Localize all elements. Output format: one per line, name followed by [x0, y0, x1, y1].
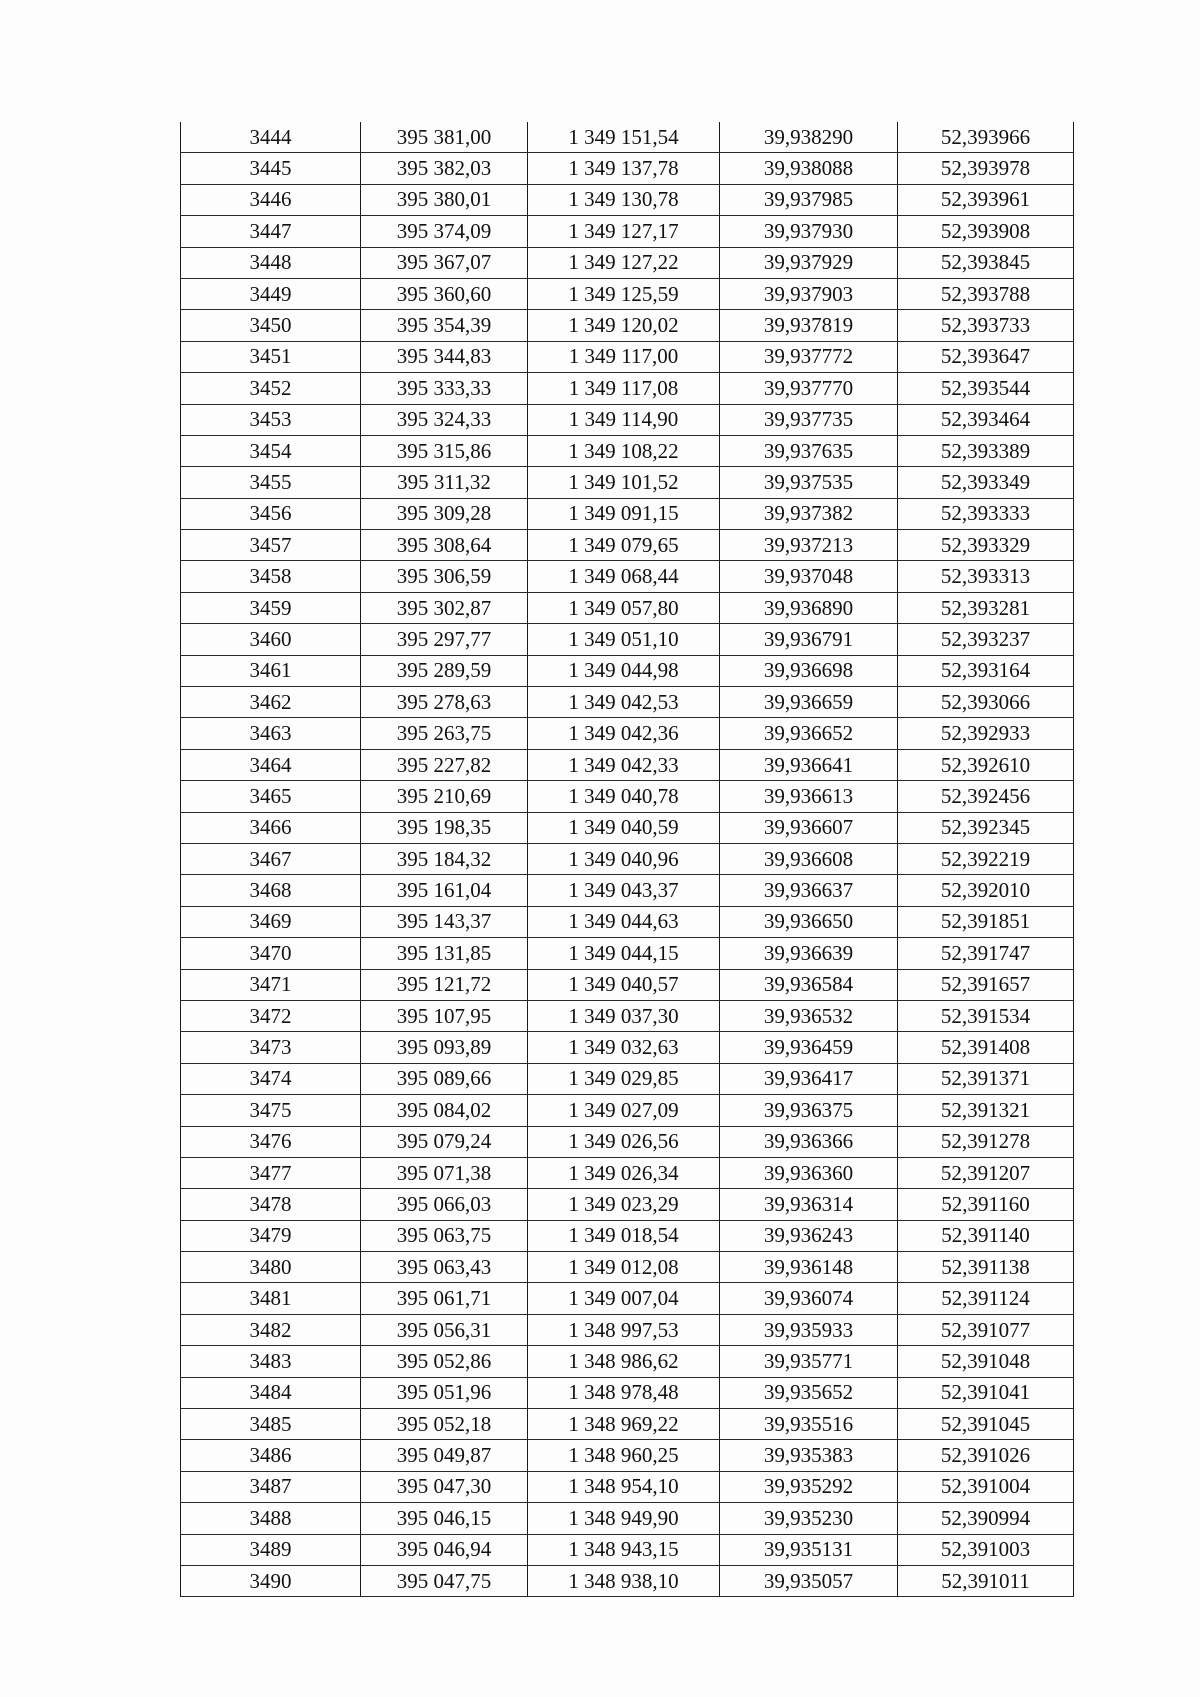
y-coordinate-cell: 1 349 044,15: [528, 938, 720, 969]
table-row: [181, 1565, 1074, 1596]
table-row: [181, 875, 1074, 906]
latitude-cell: 52,393349: [898, 467, 1074, 498]
latitude-cell: 52,391026: [898, 1440, 1074, 1471]
x-coordinate-cell: 395 047,75: [361, 1565, 528, 1596]
latitude-cell: 52,392933: [898, 718, 1074, 749]
point-number-cell: 3465: [181, 781, 361, 812]
latitude-cell: 52,393733: [898, 310, 1074, 341]
y-coordinate-cell: 1 349 114,90: [528, 404, 720, 435]
table-row: [181, 1000, 1074, 1031]
y-coordinate-cell: 1 349 032,63: [528, 1032, 720, 1063]
latitude-cell: 52,393966: [898, 122, 1074, 153]
x-coordinate-cell: 395 046,94: [361, 1534, 528, 1565]
table-row: [181, 1283, 1074, 1314]
x-coordinate-cell: 395 227,82: [361, 749, 528, 780]
y-coordinate-cell: 1 349 029,85: [528, 1063, 720, 1094]
table-row: [181, 122, 1074, 153]
longitude-cell: 39,936890: [720, 592, 898, 623]
table-row: [181, 1189, 1074, 1220]
longitude-cell: 39,936584: [720, 969, 898, 1000]
x-coordinate-cell: 395 063,75: [361, 1220, 528, 1251]
longitude-cell: 39,935516: [720, 1409, 898, 1440]
x-coordinate-cell: 395 306,59: [361, 561, 528, 592]
x-coordinate-cell: 395 382,03: [361, 153, 528, 184]
y-coordinate-cell: 1 349 040,78: [528, 781, 720, 812]
y-coordinate-cell: 1 349 043,37: [528, 875, 720, 906]
point-number-cell: 3472: [181, 1000, 361, 1031]
table-row: [181, 938, 1074, 969]
table-row: [181, 184, 1074, 215]
latitude-cell: 52,391138: [898, 1252, 1074, 1283]
longitude-cell: 39,936607: [720, 812, 898, 843]
y-coordinate-cell: 1 349 151,54: [528, 122, 720, 153]
latitude-cell: 52,393978: [898, 153, 1074, 184]
longitude-cell: 39,936613: [720, 781, 898, 812]
longitude-cell: 39,937048: [720, 561, 898, 592]
longitude-cell: 39,936791: [720, 624, 898, 655]
longitude-cell: 39,936375: [720, 1095, 898, 1126]
table-row: [181, 812, 1074, 843]
point-number-cell: 3489: [181, 1534, 361, 1565]
table-row: [181, 592, 1074, 623]
longitude-cell: 39,935057: [720, 1565, 898, 1596]
point-number-cell: 3456: [181, 498, 361, 529]
x-coordinate-cell: 395 089,66: [361, 1063, 528, 1094]
table-row: [181, 278, 1074, 309]
point-number-cell: 3452: [181, 373, 361, 404]
table-row: [181, 1126, 1074, 1157]
y-coordinate-cell: 1 348 986,62: [528, 1346, 720, 1377]
table-row: [181, 1157, 1074, 1188]
y-coordinate-cell: 1 348 954,10: [528, 1471, 720, 1502]
point-number-cell: 3485: [181, 1409, 361, 1440]
longitude-cell: 39,936459: [720, 1032, 898, 1063]
y-coordinate-cell: 1 349 137,78: [528, 153, 720, 184]
y-coordinate-cell: 1 349 079,65: [528, 530, 720, 561]
y-coordinate-cell: 1 349 101,52: [528, 467, 720, 498]
x-coordinate-cell: 395 052,86: [361, 1346, 528, 1377]
y-coordinate-cell: 1 349 023,29: [528, 1189, 720, 1220]
point-number-cell: 3466: [181, 812, 361, 843]
table-row: [181, 718, 1074, 749]
latitude-cell: 52,391657: [898, 969, 1074, 1000]
x-coordinate-cell: 395 374,09: [361, 216, 528, 247]
point-number-cell: 3469: [181, 906, 361, 937]
longitude-cell: 39,936659: [720, 687, 898, 718]
longitude-cell: 39,936608: [720, 843, 898, 874]
latitude-cell: 52,391140: [898, 1220, 1074, 1251]
y-coordinate-cell: 1 349 044,63: [528, 906, 720, 937]
point-number-cell: 3481: [181, 1283, 361, 1314]
point-number-cell: 3448: [181, 247, 361, 278]
x-coordinate-cell: 395 311,32: [361, 467, 528, 498]
point-number-cell: 3486: [181, 1440, 361, 1471]
point-number-cell: 3450: [181, 310, 361, 341]
y-coordinate-cell: 1 349 007,04: [528, 1283, 720, 1314]
longitude-cell: 39,935292: [720, 1471, 898, 1502]
table-row: [181, 153, 1074, 184]
latitude-cell: 52,391278: [898, 1126, 1074, 1157]
table-row: [181, 1534, 1074, 1565]
coordinates-table-body: [181, 122, 1074, 1597]
latitude-cell: 52,393313: [898, 561, 1074, 592]
longitude-cell: 39,937929: [720, 247, 898, 278]
table-row: [181, 624, 1074, 655]
point-number-cell: 3451: [181, 341, 361, 372]
point-number-cell: 3449: [181, 278, 361, 309]
table-row: [181, 467, 1074, 498]
point-number-cell: 3463: [181, 718, 361, 749]
point-number-cell: 3480: [181, 1252, 361, 1283]
x-coordinate-cell: 395 079,24: [361, 1126, 528, 1157]
x-coordinate-cell: 395 309,28: [361, 498, 528, 529]
x-coordinate-cell: 395 047,30: [361, 1471, 528, 1502]
table-row: [181, 530, 1074, 561]
longitude-cell: 39,935933: [720, 1314, 898, 1345]
table-row: [181, 1314, 1074, 1345]
table-row: [181, 435, 1074, 466]
longitude-cell: 39,938290: [720, 122, 898, 153]
x-coordinate-cell: 395 354,39: [361, 310, 528, 341]
x-coordinate-cell: 395 344,83: [361, 341, 528, 372]
table-row: [181, 1032, 1074, 1063]
latitude-cell: 52,391534: [898, 1000, 1074, 1031]
table-row: [181, 1503, 1074, 1534]
table-row: [181, 310, 1074, 341]
longitude-cell: 39,935652: [720, 1377, 898, 1408]
point-number-cell: 3467: [181, 843, 361, 874]
latitude-cell: 52,391207: [898, 1157, 1074, 1188]
table-row: [181, 1063, 1074, 1094]
longitude-cell: 39,936243: [720, 1220, 898, 1251]
table-row: [181, 1095, 1074, 1126]
point-number-cell: 3490: [181, 1565, 361, 1596]
longitude-cell: 39,937985: [720, 184, 898, 215]
x-coordinate-cell: 395 380,01: [361, 184, 528, 215]
y-coordinate-cell: 1 349 040,59: [528, 812, 720, 843]
x-coordinate-cell: 395 297,77: [361, 624, 528, 655]
longitude-cell: 39,936637: [720, 875, 898, 906]
x-coordinate-cell: 395 308,64: [361, 530, 528, 561]
x-coordinate-cell: 395 061,71: [361, 1283, 528, 1314]
latitude-cell: 52,392345: [898, 812, 1074, 843]
table-row: [181, 1377, 1074, 1408]
longitude-cell: 39,936074: [720, 1283, 898, 1314]
latitude-cell: 52,391160: [898, 1189, 1074, 1220]
latitude-cell: 52,393647: [898, 341, 1074, 372]
x-coordinate-cell: 395 278,63: [361, 687, 528, 718]
point-number-cell: 3474: [181, 1063, 361, 1094]
table-row: [181, 1220, 1074, 1251]
table-row: [181, 749, 1074, 780]
x-coordinate-cell: 395 093,89: [361, 1032, 528, 1063]
longitude-cell: 39,936698: [720, 655, 898, 686]
latitude-cell: 52,392610: [898, 749, 1074, 780]
point-number-cell: 3460: [181, 624, 361, 655]
longitude-cell: 39,937770: [720, 373, 898, 404]
point-number-cell: 3453: [181, 404, 361, 435]
table-row: [181, 655, 1074, 686]
point-number-cell: 3478: [181, 1189, 361, 1220]
table-row: [181, 843, 1074, 874]
y-coordinate-cell: 1 349 120,02: [528, 310, 720, 341]
longitude-cell: 39,936650: [720, 906, 898, 937]
x-coordinate-cell: 395 198,35: [361, 812, 528, 843]
y-coordinate-cell: 1 349 042,53: [528, 687, 720, 718]
y-coordinate-cell: 1 349 012,08: [528, 1252, 720, 1283]
point-number-cell: 3458: [181, 561, 361, 592]
y-coordinate-cell: 1 349 042,33: [528, 749, 720, 780]
x-coordinate-cell: 395 184,32: [361, 843, 528, 874]
x-coordinate-cell: 395 360,60: [361, 278, 528, 309]
table-row: [181, 1346, 1074, 1377]
x-coordinate-cell: 395 302,87: [361, 592, 528, 623]
latitude-cell: 52,391408: [898, 1032, 1074, 1063]
y-coordinate-cell: 1 349 068,44: [528, 561, 720, 592]
x-coordinate-cell: 395 052,18: [361, 1409, 528, 1440]
x-coordinate-cell: 395 071,38: [361, 1157, 528, 1188]
x-coordinate-cell: 395 367,07: [361, 247, 528, 278]
point-number-cell: 3470: [181, 938, 361, 969]
x-coordinate-cell: 395 051,96: [361, 1377, 528, 1408]
longitude-cell: 39,936148: [720, 1252, 898, 1283]
point-number-cell: 3464: [181, 749, 361, 780]
table-row: [181, 1440, 1074, 1471]
point-number-cell: 3476: [181, 1126, 361, 1157]
longitude-cell: 39,936417: [720, 1063, 898, 1094]
point-number-cell: 3483: [181, 1346, 361, 1377]
longitude-cell: 39,935131: [720, 1534, 898, 1565]
latitude-cell: 52,391747: [898, 938, 1074, 969]
x-coordinate-cell: 395 084,02: [361, 1095, 528, 1126]
latitude-cell: 52,391041: [898, 1377, 1074, 1408]
point-number-cell: 3462: [181, 687, 361, 718]
latitude-cell: 52,393544: [898, 373, 1074, 404]
point-number-cell: 3446: [181, 184, 361, 215]
y-coordinate-cell: 1 349 117,08: [528, 373, 720, 404]
point-number-cell: 3484: [181, 1377, 361, 1408]
x-coordinate-cell: 395 107,95: [361, 1000, 528, 1031]
latitude-cell: 52,393389: [898, 435, 1074, 466]
y-coordinate-cell: 1 349 018,54: [528, 1220, 720, 1251]
longitude-cell: 39,938088: [720, 153, 898, 184]
latitude-cell: 52,391004: [898, 1471, 1074, 1502]
latitude-cell: 52,393164: [898, 655, 1074, 686]
latitude-cell: 52,392010: [898, 875, 1074, 906]
y-coordinate-cell: 1 349 127,22: [528, 247, 720, 278]
x-coordinate-cell: 395 121,72: [361, 969, 528, 1000]
point-number-cell: 3475: [181, 1095, 361, 1126]
y-coordinate-cell: 1 348 943,15: [528, 1534, 720, 1565]
point-number-cell: 3455: [181, 467, 361, 498]
longitude-cell: 39,937903: [720, 278, 898, 309]
x-coordinate-cell: 395 056,31: [361, 1314, 528, 1345]
longitude-cell: 39,937213: [720, 530, 898, 561]
latitude-cell: 52,391045: [898, 1409, 1074, 1440]
coordinates-table: [180, 122, 1074, 1597]
y-coordinate-cell: 1 349 026,56: [528, 1126, 720, 1157]
y-coordinate-cell: 1 348 997,53: [528, 1314, 720, 1345]
x-coordinate-cell: 395 315,86: [361, 435, 528, 466]
longitude-cell: 39,936314: [720, 1189, 898, 1220]
point-number-cell: 3457: [181, 530, 361, 561]
latitude-cell: 52,393845: [898, 247, 1074, 278]
y-coordinate-cell: 1 349 127,17: [528, 216, 720, 247]
x-coordinate-cell: 395 263,75: [361, 718, 528, 749]
latitude-cell: 52,392456: [898, 781, 1074, 812]
y-coordinate-cell: 1 349 130,78: [528, 184, 720, 215]
y-coordinate-cell: 1 348 978,48: [528, 1377, 720, 1408]
y-coordinate-cell: 1 349 027,09: [528, 1095, 720, 1126]
y-coordinate-cell: 1 349 026,34: [528, 1157, 720, 1188]
y-coordinate-cell: 1 348 969,22: [528, 1409, 720, 1440]
latitude-cell: 52,391321: [898, 1095, 1074, 1126]
longitude-cell: 39,937930: [720, 216, 898, 247]
longitude-cell: 39,937382: [720, 498, 898, 529]
latitude-cell: 52,393329: [898, 530, 1074, 561]
latitude-cell: 52,391048: [898, 1346, 1074, 1377]
table-row: [181, 781, 1074, 812]
x-coordinate-cell: 395 066,03: [361, 1189, 528, 1220]
longitude-cell: 39,936366: [720, 1126, 898, 1157]
longitude-cell: 39,937635: [720, 435, 898, 466]
longitude-cell: 39,937535: [720, 467, 898, 498]
y-coordinate-cell: 1 348 960,25: [528, 1440, 720, 1471]
latitude-cell: 52,391077: [898, 1314, 1074, 1345]
longitude-cell: 39,935771: [720, 1346, 898, 1377]
x-coordinate-cell: 395 049,87: [361, 1440, 528, 1471]
x-coordinate-cell: 395 324,33: [361, 404, 528, 435]
y-coordinate-cell: 1 349 057,80: [528, 592, 720, 623]
y-coordinate-cell: 1 349 051,10: [528, 624, 720, 655]
x-coordinate-cell: 395 131,85: [361, 938, 528, 969]
y-coordinate-cell: 1 349 040,96: [528, 843, 720, 874]
latitude-cell: 52,390994: [898, 1503, 1074, 1534]
longitude-cell: 39,935383: [720, 1440, 898, 1471]
longitude-cell: 39,936360: [720, 1157, 898, 1188]
longitude-cell: 39,936639: [720, 938, 898, 969]
table-row: [181, 247, 1074, 278]
latitude-cell: 52,393066: [898, 687, 1074, 718]
point-number-cell: 3459: [181, 592, 361, 623]
latitude-cell: 52,393788: [898, 278, 1074, 309]
latitude-cell: 52,393464: [898, 404, 1074, 435]
latitude-cell: 52,391003: [898, 1534, 1074, 1565]
point-number-cell: 3479: [181, 1220, 361, 1251]
x-coordinate-cell: 395 333,33: [361, 373, 528, 404]
y-coordinate-cell: 1 348 938,10: [528, 1565, 720, 1596]
latitude-cell: 52,391124: [898, 1283, 1074, 1314]
x-coordinate-cell: 395 161,04: [361, 875, 528, 906]
table-row: [181, 561, 1074, 592]
point-number-cell: 3468: [181, 875, 361, 906]
table-row: [181, 373, 1074, 404]
latitude-cell: 52,393961: [898, 184, 1074, 215]
table-row: [181, 216, 1074, 247]
point-number-cell: 3488: [181, 1503, 361, 1534]
latitude-cell: 52,391011: [898, 1565, 1074, 1596]
point-number-cell: 3447: [181, 216, 361, 247]
y-coordinate-cell: 1 349 108,22: [528, 435, 720, 466]
table-row: [181, 1409, 1074, 1440]
latitude-cell: 52,391371: [898, 1063, 1074, 1094]
longitude-cell: 39,937735: [720, 404, 898, 435]
table-row: [181, 687, 1074, 718]
point-number-cell: 3477: [181, 1157, 361, 1188]
y-coordinate-cell: 1 349 042,36: [528, 718, 720, 749]
table-row: [181, 1252, 1074, 1283]
point-number-cell: 3487: [181, 1471, 361, 1502]
x-coordinate-cell: 395 046,15: [361, 1503, 528, 1534]
y-coordinate-cell: 1 349 037,30: [528, 1000, 720, 1031]
point-number-cell: 3473: [181, 1032, 361, 1063]
y-coordinate-cell: 1 349 091,15: [528, 498, 720, 529]
x-coordinate-cell: 395 143,37: [361, 906, 528, 937]
table-row: [181, 969, 1074, 1000]
longitude-cell: 39,936532: [720, 1000, 898, 1031]
y-coordinate-cell: 1 349 125,59: [528, 278, 720, 309]
point-number-cell: 3445: [181, 153, 361, 184]
table-row: [181, 404, 1074, 435]
table-row: [181, 341, 1074, 372]
longitude-cell: 39,937772: [720, 341, 898, 372]
point-number-cell: 3454: [181, 435, 361, 466]
x-coordinate-cell: 395 210,69: [361, 781, 528, 812]
table-row: [181, 1471, 1074, 1502]
latitude-cell: 52,393333: [898, 498, 1074, 529]
longitude-cell: 39,936652: [720, 718, 898, 749]
y-coordinate-cell: 1 348 949,90: [528, 1503, 720, 1534]
table-row: [181, 906, 1074, 937]
longitude-cell: 39,936641: [720, 749, 898, 780]
longitude-cell: 39,935230: [720, 1503, 898, 1534]
latitude-cell: 52,393237: [898, 624, 1074, 655]
table-row: [181, 498, 1074, 529]
latitude-cell: 52,392219: [898, 843, 1074, 874]
point-number-cell: 3444: [181, 122, 361, 153]
point-number-cell: 3482: [181, 1314, 361, 1345]
point-number-cell: 3461: [181, 655, 361, 686]
point-number-cell: 3471: [181, 969, 361, 1000]
latitude-cell: 52,391851: [898, 906, 1074, 937]
y-coordinate-cell: 1 349 040,57: [528, 969, 720, 1000]
longitude-cell: 39,937819: [720, 310, 898, 341]
x-coordinate-cell: 395 381,00: [361, 122, 528, 153]
latitude-cell: 52,393281: [898, 592, 1074, 623]
x-coordinate-cell: 395 063,43: [361, 1252, 528, 1283]
x-coordinate-cell: 395 289,59: [361, 655, 528, 686]
y-coordinate-cell: 1 349 044,98: [528, 655, 720, 686]
y-coordinate-cell: 1 349 117,00: [528, 341, 720, 372]
latitude-cell: 52,393908: [898, 216, 1074, 247]
